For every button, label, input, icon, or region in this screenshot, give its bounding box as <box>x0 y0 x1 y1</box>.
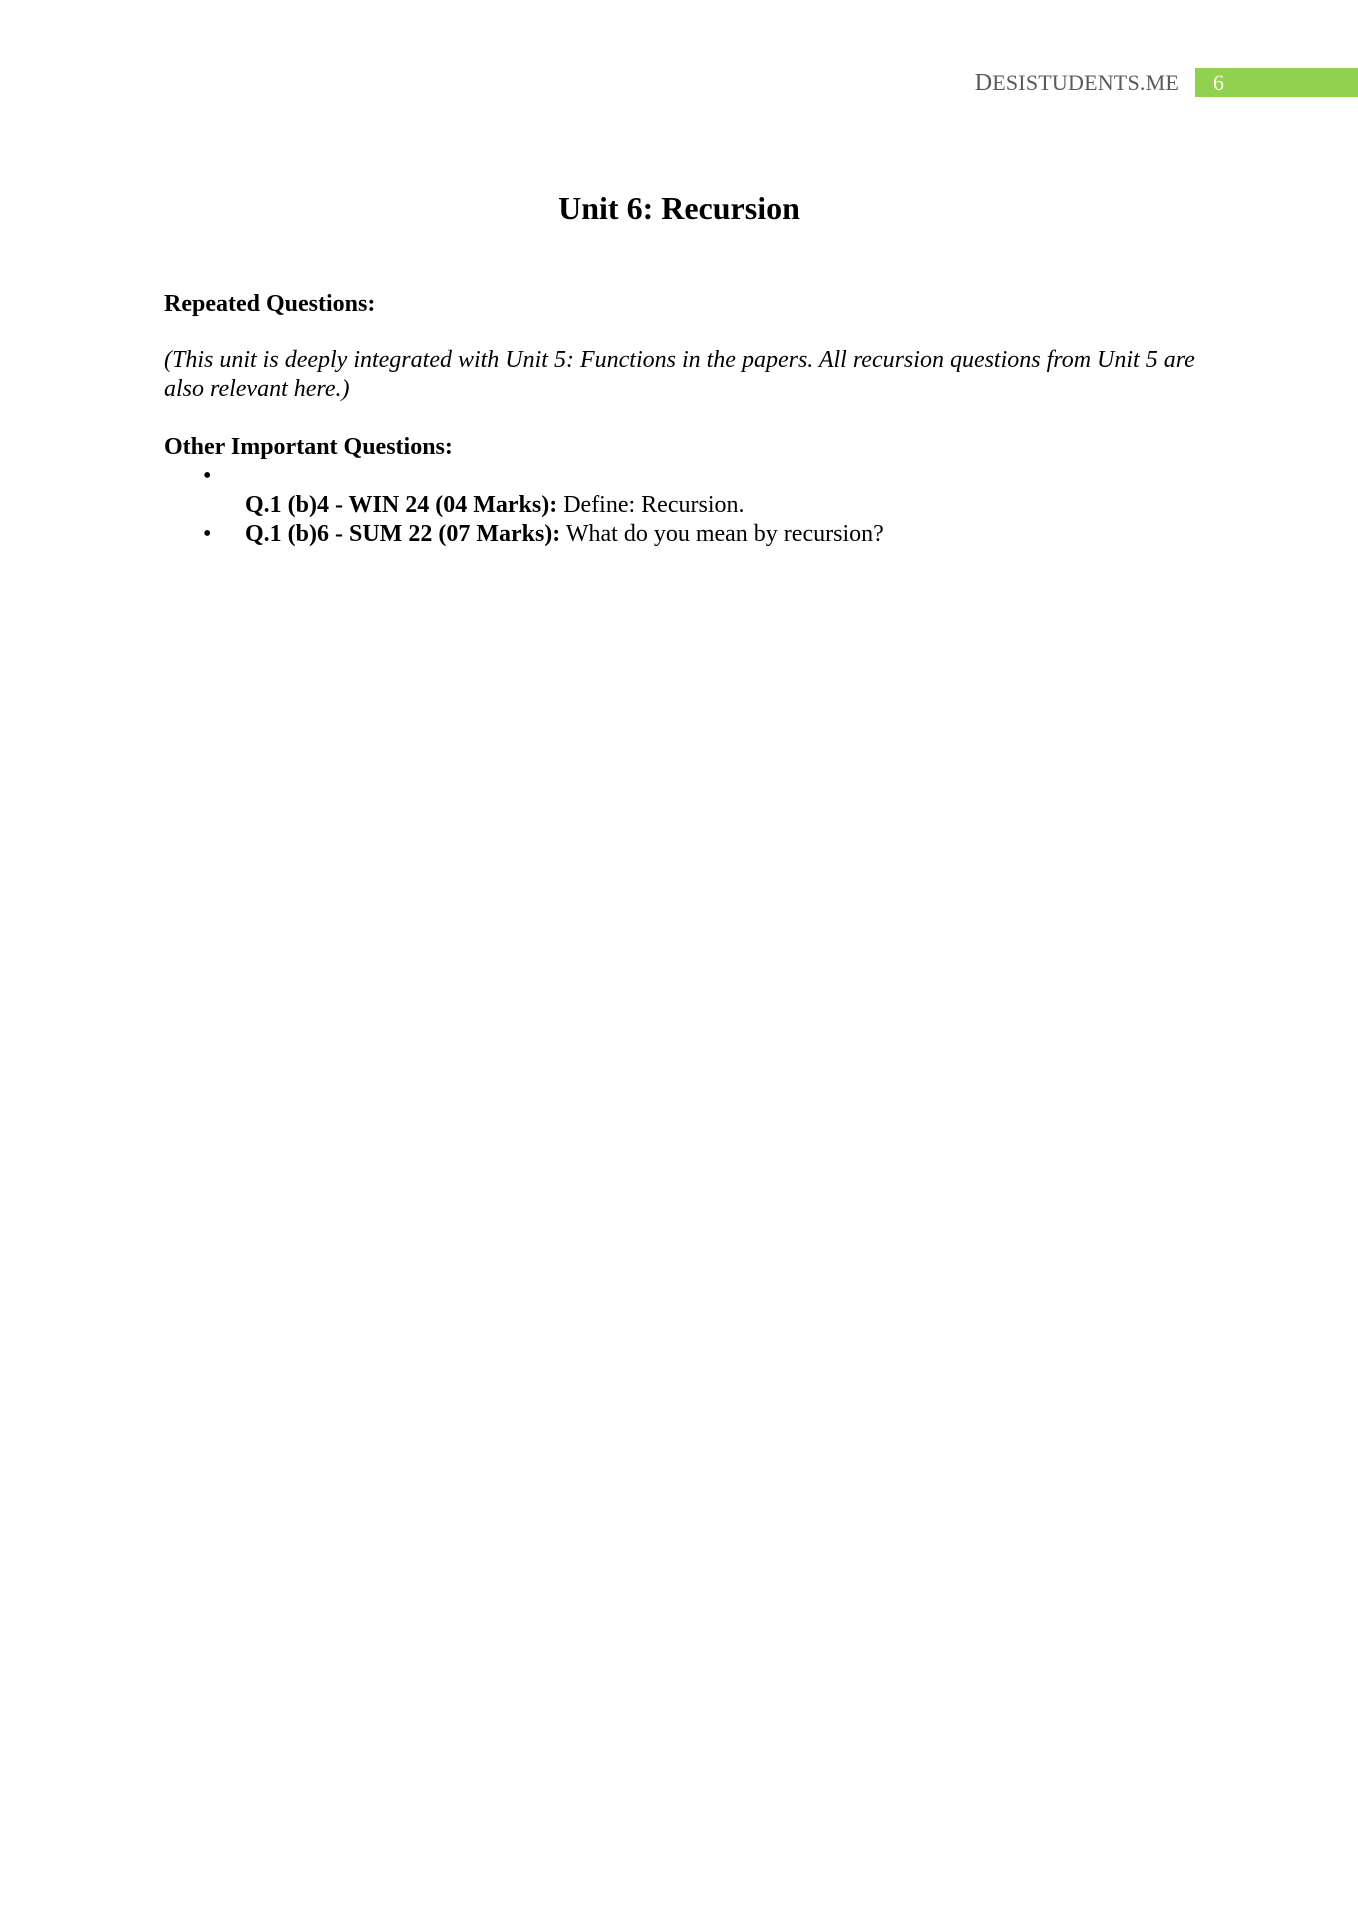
question-label: Q.1 (b)4 - WIN 24 (04 Marks): <box>245 492 558 518</box>
site-name <box>975 68 1179 98</box>
page-title: Unit 6: Recursion <box>558 190 800 226</box>
repeated-questions-heading: Repeated Questions: <box>164 291 376 317</box>
question-text: What do you mean by recursion? <box>560 521 884 547</box>
list-item <box>164 520 1204 549</box>
page-header <box>975 68 1358 97</box>
bullet-icon: • <box>203 521 212 547</box>
page-number-badge <box>1195 68 1358 97</box>
question-label: Q.1 (b)6 - SUM 22 (07 Marks): <box>245 521 561 547</box>
site-name-tld: .ME <box>1139 69 1179 95</box>
site-name-rest: ESISTUDENTS <box>992 69 1140 95</box>
list-item <box>164 491 1204 520</box>
bullet-icon: • <box>203 463 212 489</box>
question-list <box>164 462 1204 549</box>
other-questions-heading: Other Important Questions: <box>164 434 453 460</box>
list-item-empty <box>164 462 1204 491</box>
document-body <box>164 290 1204 549</box>
repeated-questions-note: (This unit is deeply integrated with Unit 5: Functions in the papers. All recursion questions from Unit 5 are also relevant here.) <box>164 347 1195 402</box>
site-name-initial: D <box>974 69 993 96</box>
question-text: Define: Recursion. <box>557 492 745 518</box>
page-number: 6 <box>1213 69 1224 95</box>
